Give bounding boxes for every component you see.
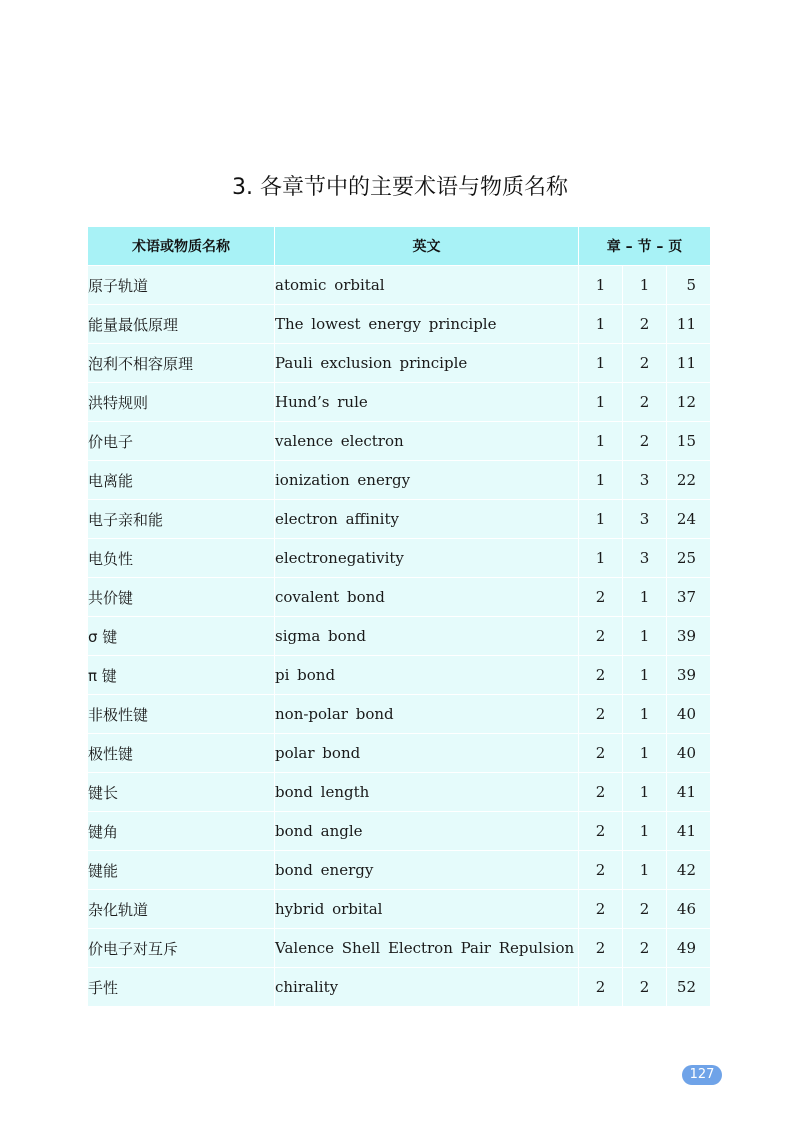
table-row xyxy=(88,461,711,500)
table-row xyxy=(88,305,711,344)
chapter-cell: 1 xyxy=(579,500,623,539)
term-cell: 原子轨道 xyxy=(88,266,275,305)
page-title: 3. 各章节中的主要术语与物质名称 xyxy=(232,175,568,200)
table-row xyxy=(88,851,711,890)
page-cell: 11 xyxy=(667,344,711,383)
page-cell: 41 xyxy=(667,812,711,851)
term-cell: σ 键 xyxy=(88,617,275,656)
english-cell: Hund’s rule xyxy=(275,383,579,422)
chapter-cell: 2 xyxy=(579,695,623,734)
term-cell: 非极性键 xyxy=(88,695,275,734)
chapter-cell: 2 xyxy=(579,773,623,812)
page-cell: 46 xyxy=(667,890,711,929)
term-cell: 键角 xyxy=(88,812,275,851)
section-cell: 2 xyxy=(623,968,667,1007)
term-cell: 电子亲和能 xyxy=(88,500,275,539)
chapter-cell: 1 xyxy=(579,344,623,383)
chapter-cell: 2 xyxy=(579,656,623,695)
section-cell: 1 xyxy=(623,773,667,812)
table-row xyxy=(88,539,711,578)
table-row xyxy=(88,266,711,305)
term-cell: 泡利不相容原理 xyxy=(88,344,275,383)
table-row xyxy=(88,773,711,812)
term-cell: 价电子 xyxy=(88,422,275,461)
page-cell: 41 xyxy=(667,773,711,812)
page-cell: 25 xyxy=(667,539,711,578)
page-cell: 42 xyxy=(667,851,711,890)
table-row xyxy=(88,968,711,1007)
table-row xyxy=(88,695,711,734)
chapter-cell: 2 xyxy=(579,812,623,851)
column-header-location: 章 – 节 – 页 xyxy=(579,227,711,266)
page-cell: 12 xyxy=(667,383,711,422)
term-cell: 极性键 xyxy=(88,734,275,773)
english-cell: sigma bond xyxy=(275,617,579,656)
table-row xyxy=(88,656,711,695)
english-cell: valence electron xyxy=(275,422,579,461)
chapter-cell: 1 xyxy=(579,266,623,305)
term-cell: 杂化轨道 xyxy=(88,890,275,929)
term-cell: 电负性 xyxy=(88,539,275,578)
page-cell: 22 xyxy=(667,461,711,500)
section-cell: 3 xyxy=(623,539,667,578)
table-body xyxy=(88,266,711,1007)
term-cell: π 键 xyxy=(88,656,275,695)
english-cell: non-polar bond xyxy=(275,695,579,734)
chapter-cell: 1 xyxy=(579,422,623,461)
english-cell: bond angle xyxy=(275,812,579,851)
section-cell: 1 xyxy=(623,656,667,695)
section-cell: 1 xyxy=(623,734,667,773)
page-number-badge: 127 xyxy=(682,1065,722,1085)
page-cell: 15 xyxy=(667,422,711,461)
english-cell: electron affinity xyxy=(275,500,579,539)
table-row xyxy=(88,812,711,851)
chapter-cell: 2 xyxy=(579,929,623,968)
section-cell: 2 xyxy=(623,929,667,968)
table-row xyxy=(88,734,711,773)
english-cell: Pauli exclusion principle xyxy=(275,344,579,383)
table-row xyxy=(88,344,711,383)
section-cell: 3 xyxy=(623,461,667,500)
chapter-cell: 1 xyxy=(579,461,623,500)
page-cell: 39 xyxy=(667,617,711,656)
english-cell: atomic orbital xyxy=(275,266,579,305)
section-cell: 1 xyxy=(623,695,667,734)
english-cell: hybrid orbital xyxy=(275,890,579,929)
chapter-cell: 1 xyxy=(579,305,623,344)
page-cell: 11 xyxy=(667,305,711,344)
table-row xyxy=(88,383,711,422)
section-cell: 2 xyxy=(623,344,667,383)
english-cell: bond length xyxy=(275,773,579,812)
page-cell: 52 xyxy=(667,968,711,1007)
page-cell: 39 xyxy=(667,656,711,695)
table-row xyxy=(88,500,711,539)
section-cell: 1 xyxy=(623,617,667,656)
page-cell: 5 xyxy=(667,266,711,305)
section-cell: 3 xyxy=(623,500,667,539)
section-cell: 1 xyxy=(623,266,667,305)
table-row xyxy=(88,422,711,461)
chapter-cell: 2 xyxy=(579,734,623,773)
column-header-english: 英文 xyxy=(275,227,579,266)
english-cell: Valence Shell Electron Pair Repulsion xyxy=(275,929,579,968)
table-row xyxy=(88,890,711,929)
english-cell: bond energy xyxy=(275,851,579,890)
column-header-term: 术语或物质名称 xyxy=(88,227,275,266)
section-cell: 2 xyxy=(623,422,667,461)
chapter-cell: 1 xyxy=(579,383,623,422)
term-cell: 共价键 xyxy=(88,578,275,617)
page-cell: 49 xyxy=(667,929,711,968)
term-cell: 电离能 xyxy=(88,461,275,500)
page-cell: 37 xyxy=(667,578,711,617)
section-cell: 2 xyxy=(623,890,667,929)
english-cell: covalent bond xyxy=(275,578,579,617)
table-row xyxy=(88,578,711,617)
table-row xyxy=(88,929,711,968)
chapter-cell: 2 xyxy=(579,578,623,617)
section-cell: 1 xyxy=(623,578,667,617)
english-cell: electronegativity xyxy=(275,539,579,578)
term-cell: 能量最低原理 xyxy=(88,305,275,344)
term-cell: 洪特规则 xyxy=(88,383,275,422)
english-cell: polar bond xyxy=(275,734,579,773)
term-cell: 键长 xyxy=(88,773,275,812)
page-cell: 40 xyxy=(667,695,711,734)
term-cell: 键能 xyxy=(88,851,275,890)
terms-table xyxy=(87,226,711,1007)
chapter-cell: 2 xyxy=(579,968,623,1007)
section-cell: 1 xyxy=(623,851,667,890)
page-cell: 24 xyxy=(667,500,711,539)
english-cell: pi bond xyxy=(275,656,579,695)
english-cell: The lowest energy principle xyxy=(275,305,579,344)
chapter-cell: 1 xyxy=(579,539,623,578)
section-cell: 2 xyxy=(623,383,667,422)
table-header-row xyxy=(88,227,711,266)
chapter-cell: 2 xyxy=(579,851,623,890)
section-cell: 2 xyxy=(623,305,667,344)
section-cell: 1 xyxy=(623,812,667,851)
term-cell: 手性 xyxy=(88,968,275,1007)
english-cell: ionization energy xyxy=(275,461,579,500)
chapter-cell: 2 xyxy=(579,890,623,929)
chapter-cell: 2 xyxy=(579,617,623,656)
table-row xyxy=(88,617,711,656)
page-cell: 40 xyxy=(667,734,711,773)
term-cell: 价电子对互斥 xyxy=(88,929,275,968)
english-cell: chirality xyxy=(275,968,579,1007)
